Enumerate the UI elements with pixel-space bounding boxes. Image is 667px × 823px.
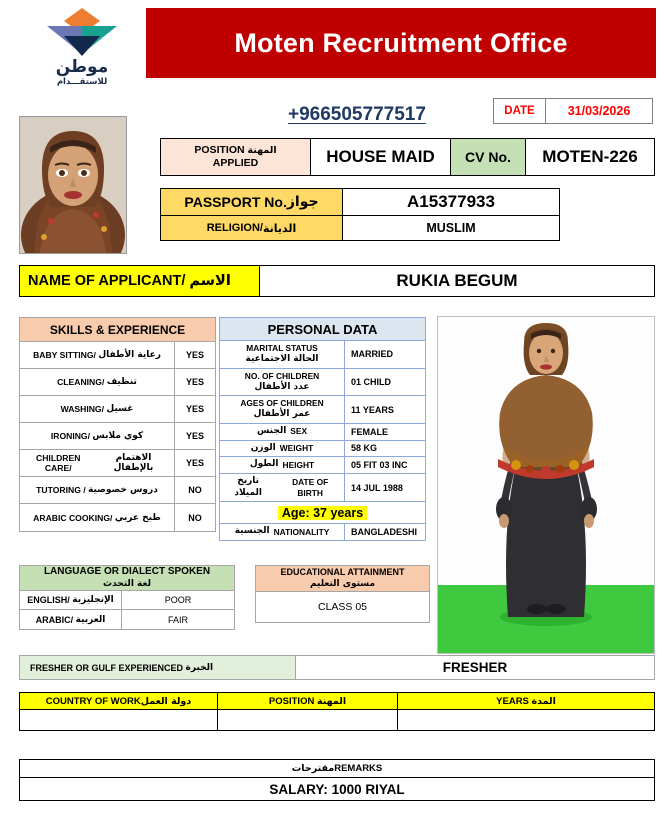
position-applied-label xyxy=(161,139,311,175)
position-applied-value: HOUSE MAID xyxy=(311,139,451,175)
applicant-passport-photo xyxy=(19,116,127,254)
table-row xyxy=(20,610,234,629)
field-label: تاريخ الميلاد DATE OF BIRTH xyxy=(220,474,345,501)
language-title-en: LANGUAGE OR DIALECT SPOKEN xyxy=(43,566,211,578)
applicant-name-row xyxy=(19,265,655,297)
table-row xyxy=(20,591,234,610)
age-value: Age: 37 years xyxy=(278,506,367,520)
remarks-value: SALARY: 1000 RIYAL xyxy=(269,781,405,797)
table-row xyxy=(220,441,425,458)
language-table-title xyxy=(20,566,234,591)
table-row xyxy=(20,504,215,531)
table-row xyxy=(220,396,425,424)
cell-country[interactable] xyxy=(20,710,218,730)
education-title-en: EDUCATIONAL ATTAINMENT xyxy=(280,566,405,577)
field-value: FEMALE xyxy=(351,426,388,437)
col-header-years: YEARS المدة xyxy=(496,695,556,707)
religion-label xyxy=(161,216,343,240)
passport-label-en: PASSPORT No. xyxy=(184,194,287,210)
name-label-ar: الاسم xyxy=(189,273,231,289)
cv-number-label: CV No. xyxy=(451,139,526,175)
religion-value: MUSLIM xyxy=(426,221,476,235)
date-value: 31/03/2026 xyxy=(567,104,631,118)
field-label: AGES OF CHILDREN عمر الأطفال xyxy=(220,396,345,423)
experience-row xyxy=(19,655,655,680)
skill-name: BABY SITTING/ رعاية الأطفال xyxy=(20,342,175,368)
experience-label: FRESHER OR GULF EXPERIENCED الخبرة xyxy=(20,656,296,679)
table-row xyxy=(20,710,654,730)
religion-label-en: RELIGION/ xyxy=(206,222,263,234)
name-label-en: NAME OF APPLICANT/ xyxy=(28,273,186,289)
skill-value: NO xyxy=(188,512,202,523)
field-label: الجنس SEX xyxy=(220,424,345,440)
applicant-name-value: RUKIA BEGUM xyxy=(396,271,518,290)
field-value: 14 JUL 1988 xyxy=(351,482,403,493)
religion-row xyxy=(161,216,559,240)
skill-name: CLEANING/ تنظيف xyxy=(20,369,175,395)
skill-value: YES xyxy=(185,377,204,387)
field-value: MARRIED xyxy=(351,349,393,360)
field-value: 05 FIT 03 INC xyxy=(351,460,408,471)
title-banner xyxy=(146,8,656,78)
remarks-label-ar: مقترحات xyxy=(291,763,335,774)
nationality-label: الجنسية NATIONALITY xyxy=(220,524,345,540)
col-header-position: POSITION المهنة xyxy=(218,693,398,709)
language-name: ARABIC/ العربية xyxy=(20,610,122,629)
country-of-work-table xyxy=(19,692,655,731)
passport-number-label xyxy=(161,189,343,215)
skill-value: YES xyxy=(185,350,204,360)
field-label: الوزن WEIGHT xyxy=(220,441,345,457)
company-logo xyxy=(28,6,136,92)
personal-data-title: PERSONAL DATA xyxy=(220,318,425,341)
field-label: NO. OF CHILDREN عدد الأطفال xyxy=(220,369,345,396)
skill-name: WASHING/ غسيل xyxy=(20,396,175,422)
age-row xyxy=(220,502,425,524)
position-label-ar: المهنة xyxy=(247,144,277,156)
cell-years[interactable] xyxy=(398,710,654,730)
skill-name: TUTORING / دروس خصوصية xyxy=(20,477,175,503)
field-label: MARITAL STATUS الحالة الاجتماعية xyxy=(220,341,345,368)
table-header-row xyxy=(20,693,654,710)
page-title: Moten Recruitment Office xyxy=(234,27,568,58)
skill-name: ARABIC COOKING/ طبخ عربي xyxy=(20,504,175,531)
page-header xyxy=(0,0,667,96)
table-row xyxy=(220,524,425,540)
applicant-full-body-photo xyxy=(437,316,655,654)
table-row xyxy=(20,342,215,369)
skill-value: YES xyxy=(185,404,204,414)
date-box xyxy=(493,98,653,124)
field-value: 01 CHILD xyxy=(351,376,392,387)
cv-number-value: MOTEN-226 xyxy=(542,147,638,166)
skill-value: YES xyxy=(185,431,204,441)
field-value: 11 YEARS xyxy=(351,404,394,415)
language-level: POOR xyxy=(164,595,192,605)
passport-number-value: A15377933 xyxy=(407,192,495,211)
table-row xyxy=(220,457,425,474)
passport-religion-table xyxy=(160,188,560,241)
language-table xyxy=(19,565,235,630)
remarks-table xyxy=(19,759,655,801)
col-header-country: COUNTRY OF WORK دولة العمل xyxy=(20,693,218,709)
table-row xyxy=(220,424,425,441)
date-label: DATE xyxy=(494,99,546,123)
table-row xyxy=(220,474,425,502)
table-row xyxy=(220,341,425,369)
skill-value: YES xyxy=(185,458,204,468)
remarks-label-en: REMARKS xyxy=(334,763,383,774)
table-row xyxy=(20,396,215,423)
cell-position[interactable] xyxy=(218,710,398,730)
logo-arabic-secondary: للاستقـــدام xyxy=(56,77,108,87)
nationality-value: BANGLADESHI xyxy=(351,527,418,538)
education-title xyxy=(256,566,429,592)
table-row xyxy=(20,450,215,477)
language-name: ENGLISH/ الإنجليزية xyxy=(20,591,122,609)
passport-label-ar: جواز xyxy=(286,194,319,210)
experience-value: FRESHER xyxy=(442,660,508,675)
logo-arabic-primary: موطن xyxy=(55,57,109,77)
skill-name: CHILDREN CARE/ الاهتمام بالإطفال xyxy=(20,450,175,476)
personal-data-table xyxy=(219,317,426,541)
field-value: 58 KG xyxy=(351,443,378,454)
applicant-name-label xyxy=(20,266,260,296)
education-title-ar: مستوى التعليم xyxy=(309,578,376,589)
language-title-ar: لغة التحدث xyxy=(103,578,151,589)
skill-name: IRONING/ كوي ملابس xyxy=(20,423,175,449)
skills-experience-table xyxy=(19,317,216,532)
education-table xyxy=(255,565,430,623)
position-label-en: POSITION xyxy=(194,143,245,156)
position-applied-row xyxy=(160,138,655,176)
table-row xyxy=(20,477,215,504)
remarks-label xyxy=(20,760,654,778)
field-label: الطول HEIGHT xyxy=(220,457,345,473)
passport-row xyxy=(161,189,559,216)
skill-value: NO xyxy=(188,485,202,495)
religion-label-ar: الديانة xyxy=(262,221,297,235)
education-value: CLASS 05 xyxy=(317,601,368,613)
table-row xyxy=(20,423,215,450)
moten-diamond-chevron-icon xyxy=(43,6,121,58)
position-label-en2: APPLIED xyxy=(212,157,259,169)
table-row xyxy=(20,369,215,396)
language-level: FAIR xyxy=(167,614,188,625)
skills-table-title: SKILLS & EXPERIENCE xyxy=(20,318,215,342)
contact-phone-number[interactable]: +966505777517 xyxy=(288,104,426,125)
table-row xyxy=(220,369,425,397)
